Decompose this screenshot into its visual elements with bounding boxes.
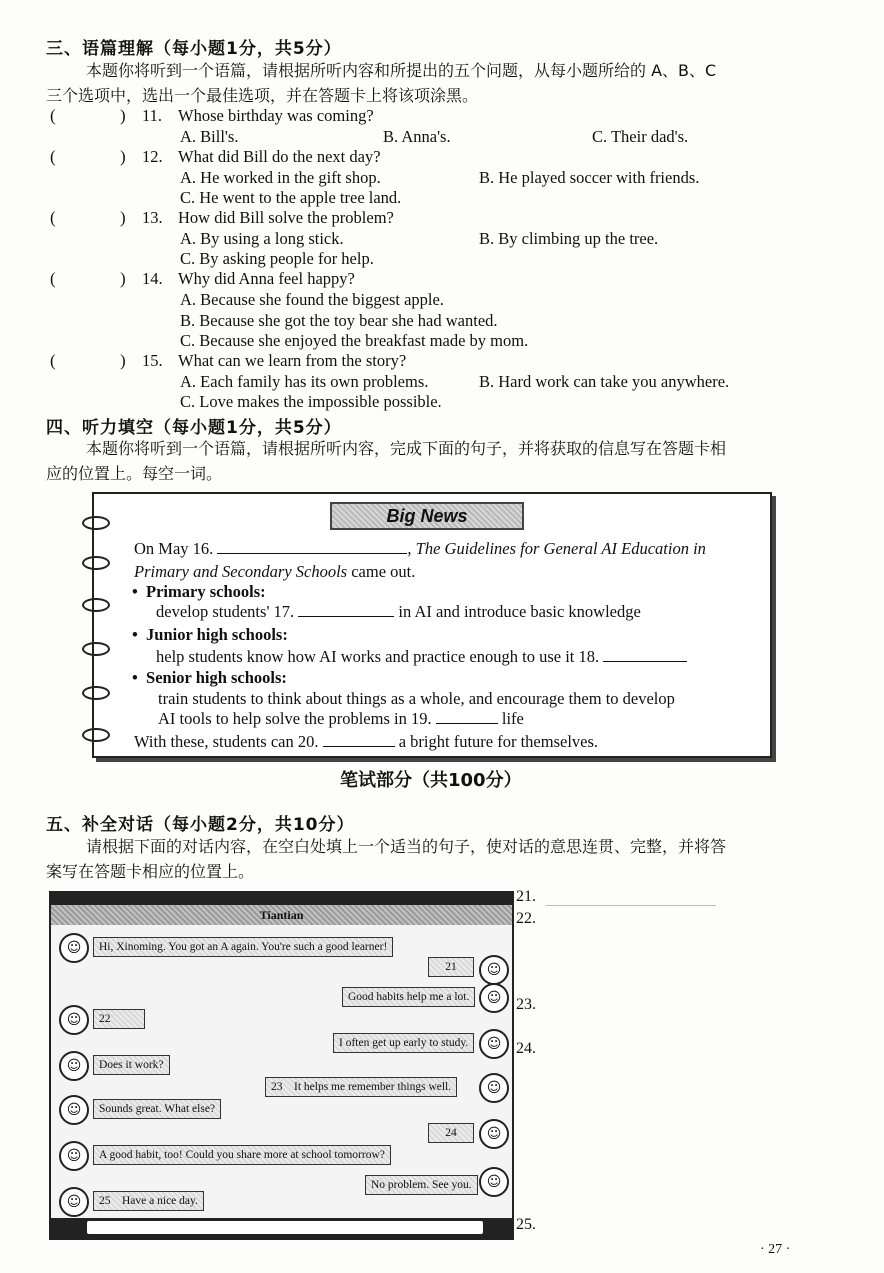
chat-blank-23[interactable]: 23 It helps me remember things well.	[265, 1077, 457, 1097]
option-b: B. He played soccer with friends.	[479, 168, 700, 187]
option-a: A. He worked in the gift shop.	[180, 168, 381, 187]
avatar-boy-icon: ☺	[479, 955, 509, 985]
answer-paren-close: )	[120, 269, 126, 288]
news-line1-start: On May 16.	[134, 539, 214, 558]
blank-19[interactable]	[436, 709, 498, 724]
senior-text-3: life	[501, 709, 524, 728]
bullet: •	[132, 668, 138, 687]
avatar-boy-icon: ☺	[479, 1029, 509, 1059]
news-line1-end: , The Guidelines for General AI Education in	[407, 539, 706, 558]
avatar-girl-icon: ☺	[59, 1051, 89, 1081]
junior-heading: Junior high schools:	[146, 625, 288, 644]
answer-num: 25.	[516, 1216, 536, 1233]
option-b: B. By climbing up the tree.	[479, 229, 659, 248]
closing-text-end: a bright future for themselves.	[398, 732, 599, 751]
question-number: 13.	[142, 208, 163, 227]
chat-message: Does it work?	[93, 1055, 170, 1075]
blank-20[interactable]	[323, 732, 395, 747]
option-a: A. Because she found the biggest apple.	[180, 290, 444, 309]
news-line2-end: came out.	[351, 562, 416, 581]
section3-intro-1: 本题你将听到一个语篇，请根据所听内容和所提出的五个问题，从每小题所给的 A、B、C	[86, 61, 717, 80]
avatar-boy-icon: ☺	[479, 1167, 509, 1197]
option-c: C. Their dad's.	[592, 127, 689, 146]
question-text: How did Bill solve the problem?	[178, 208, 394, 227]
ring-icon	[82, 516, 112, 530]
question-number: 15.	[142, 351, 163, 370]
answer-num: 21.	[516, 888, 536, 905]
bullet: •	[132, 582, 138, 601]
question-text: What did Bill do the next day?	[178, 147, 381, 166]
page-number: · 27 ·	[760, 1242, 791, 1257]
chat-blank-25[interactable]: 25 Have a nice day.	[93, 1191, 204, 1211]
news-line2-title: Primary and Secondary Schools	[134, 562, 348, 581]
option-c: C. Because she enjoyed the breakfast made by mom.	[180, 331, 529, 350]
option-b: B. Anna's.	[383, 127, 451, 146]
primary-heading: Primary schools:	[146, 582, 266, 601]
chat-input-bar	[51, 1218, 512, 1238]
answer-paren-close: )	[120, 106, 126, 125]
bullet: •	[132, 625, 138, 644]
answer-paren-open[interactable]: (	[50, 147, 56, 166]
primary-text-start: develop students' 17.	[156, 602, 295, 621]
chat-message: I often get up early to study.	[333, 1033, 474, 1053]
question-text: What can we learn from the story?	[178, 351, 407, 370]
answer-paren-open[interactable]: (	[50, 351, 56, 370]
answer-line-21[interactable]	[546, 905, 716, 906]
chat-message: No problem. See you.	[365, 1175, 478, 1195]
closing-text-start: With these, students can 20.	[134, 732, 319, 751]
avatar-girl-icon: ☺	[59, 1095, 89, 1125]
avatar-boy-icon: ☺	[479, 983, 509, 1013]
answer-paren-close: )	[120, 208, 126, 227]
chat-message: Hi, Xinoming. You got an A again. You're such a good learner!	[93, 937, 393, 957]
section4-intro-1: 本题你将听到一个语篇，请根据所听内容，完成下面的句子，并将获取的信息写在答题卡相	[86, 439, 727, 458]
chat-message: Good habits help me a lot.	[342, 987, 475, 1007]
section5-intro-1: 请根据下面的对话内容，在空白处填上一个适当的句子，使对话的意思连贯、完整，并将答	[86, 837, 727, 856]
written-section-title: 笔试部分（共100分）	[340, 770, 522, 791]
chat-phone	[49, 891, 514, 1240]
chat-blank-24[interactable]: 24	[428, 1123, 474, 1143]
section3-title: 三、语篇理解（每小题1分，共5分）	[46, 39, 342, 59]
news-notebook	[92, 492, 772, 758]
question-text: Why did Anna feel happy?	[178, 269, 355, 288]
option-c: C. By asking people for help.	[180, 249, 374, 268]
chat-message: A good habit, too! Could you share more at school tomorrow?	[93, 1145, 391, 1165]
avatar-boy-icon: ☺	[479, 1073, 509, 1103]
avatar-girl-icon: ☺	[59, 933, 89, 963]
junior-text: help students know how AI works and practice enough to use it 18.	[156, 647, 600, 666]
answer-num: 22.	[516, 910, 536, 927]
section4-intro-2: 应的位置上。每空一词。	[46, 464, 223, 483]
phone-status-bar	[51, 893, 512, 905]
question-number: 11.	[142, 106, 163, 125]
question-number: 14.	[142, 269, 163, 288]
senior-heading: Senior high schools:	[146, 668, 287, 687]
section5-intro-2: 案写在答题卡相应的位置上。	[46, 862, 255, 881]
ring-icon	[82, 686, 112, 700]
option-c: C. He went to the apple tree land.	[180, 188, 402, 207]
option-b: B. Hard work can take you anywhere.	[479, 372, 730, 391]
question-number: 12.	[142, 147, 163, 166]
question-text: Whose birthday was coming?	[178, 106, 374, 125]
section4-title: 四、听力填空（每小题1分，共5分）	[46, 418, 342, 438]
avatar-girl-icon: ☺	[59, 1187, 89, 1217]
chat-message: Sounds great. What else?	[93, 1099, 221, 1119]
chat-blank-21[interactable]: 21	[428, 957, 474, 977]
avatar-girl-icon: ☺	[59, 1141, 89, 1171]
option-c: C. Love makes the impossible possible.	[180, 392, 442, 411]
answer-paren-open[interactable]: (	[50, 106, 56, 125]
answer-paren-close: )	[120, 147, 126, 166]
chat-blank-22[interactable]: 22	[93, 1009, 145, 1029]
answer-paren-open[interactable]: (	[50, 269, 56, 288]
ring-icon	[82, 598, 112, 612]
answer-num: 24.	[516, 1040, 536, 1057]
blank-18[interactable]	[603, 647, 687, 662]
option-a: A. By using a long stick.	[180, 229, 344, 248]
option-a: A. Each family has its own problems.	[180, 372, 429, 391]
ring-icon	[82, 728, 112, 742]
avatar-boy-icon: ☺	[479, 1119, 509, 1149]
option-a: A. Bill's.	[180, 127, 239, 146]
chat-input[interactable]	[87, 1221, 483, 1234]
option-b: B. Because she got the toy bear she had wanted.	[180, 311, 498, 330]
section3-intro-2: 三个选项中，选出一个最佳选项，并在答题卡上将该项涂黑。	[46, 86, 479, 105]
senior-text-1: train students to think about things as a whole, and encourage them to develop	[158, 689, 675, 708]
answer-paren-open[interactable]: (	[50, 208, 56, 227]
ring-icon	[82, 642, 112, 656]
senior-text-2: AI tools to help solve the problems in 19.	[158, 709, 432, 728]
blank-17[interactable]	[298, 602, 394, 617]
big-news-banner: Big News	[330, 502, 524, 530]
chat-title: Tiantian	[51, 905, 512, 925]
ring-icon	[82, 556, 112, 570]
answer-paren-close: )	[120, 351, 126, 370]
blank-date[interactable]	[217, 539, 407, 554]
answer-num: 23.	[516, 996, 536, 1013]
section5-title: 五、补全对话（每小题2分，共10分）	[46, 815, 355, 835]
avatar-girl-icon: ☺	[59, 1005, 89, 1035]
primary-text-end: in AI and introduce basic knowledge	[398, 602, 641, 621]
